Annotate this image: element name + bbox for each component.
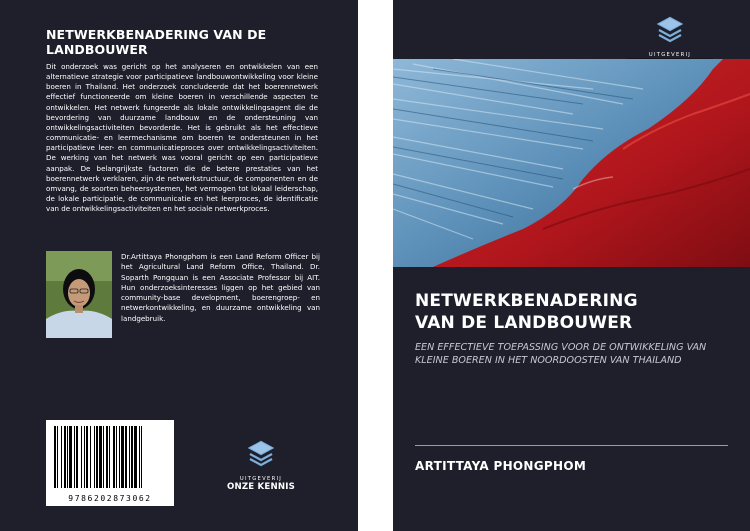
front-cover-author: ARTITTAYA PHONGPHOM <box>415 459 587 473</box>
back-cover-abstract: Dit onderzoek was gericht op het analyseren en ontwikkelen van een alternatieve strategie voor participatieve landbouwontwikkeling voor kleine boeren in Thailand. Het onderzoek concludeerde dat het boerennetwerk effectief functioneerde om kleine boeren in verschillende aspecten te ontwikkelen. Het netwerk fungeerde als lokale ontwikkelingsagent die de bevordering van duurzame landbouw en de ondersteuning van ontwikkelingsactiviteiten bevorderde. Het is gebruikt als het effectieve communicatie- en leermechanisme om boeren te ondersteunen in het participatieve leer- en communicatieproces over ontwikkelingsactiviteiten. De werking van het netwerk was vooral gericht op een participatieve aanpak. De belangrijkste factoren die de betere prestaties van het boerennetwerk verklaren, zijn de netwerkstructuur, de componenten en de omvang, de soorten beheersystemen, het vermogen tot lokaal leiderschap, de lokale participatie, de communicatie en het leerproces, de identificatie van de ontwikkelingsactiviteiten en het sociale netwerkproces. <box>46 62 318 214</box>
front-title-line-2: VAN DE LANDBOUWER <box>415 313 633 333</box>
front-cover-title <box>415 290 735 334</box>
author-photo <box>46 251 112 338</box>
back-cover <box>0 0 358 531</box>
back-logo-small-text: UITGEVERIJ <box>239 476 283 482</box>
back-title-line-1: NETWERKBENADERING VAN DE <box>46 27 267 42</box>
back-logo-name: ONZE KENNIS <box>226 482 296 492</box>
stacked-books-logo-icon <box>653 31 687 50</box>
front-title-line-1: NETWERKBENADERING <box>415 291 638 311</box>
front-divider <box>415 445 728 446</box>
back-title-line-2: LANDBOUWER <box>46 42 148 57</box>
stacked-books-logo-icon <box>244 455 278 474</box>
cover-painting <box>393 59 750 267</box>
back-publisher-logo <box>221 440 301 492</box>
front-cover <box>393 0 750 531</box>
back-cover-title <box>46 27 316 57</box>
barcode-number: 9786202873062 <box>50 494 170 503</box>
front-cover-subtitle: EEN EFFECTIEVE TOEPASSING VOOR DE ONTWIKKELING VAN KLEINE BOEREN IN HET NOORDOOSTEN VAN THAILAND <box>415 342 707 366</box>
isbn-barcode <box>46 420 174 506</box>
barcode-bars <box>52 426 168 488</box>
front-logo-small-text: UITGEVERIJ <box>648 52 692 58</box>
author-bio: Dr.Artittaya Phongphom is een Land Reform Officer bij het Agricultural Land Reform Office, Thailand. Dr. Soparth Pongquan is een Associate Professor bij AIT. Hun onderzoeksinteresses liggen op het gebied van community-base development, boerengroep- en netwerkontwikkeling, en duurzame ontwikkeling van landgebruik. <box>121 252 320 323</box>
